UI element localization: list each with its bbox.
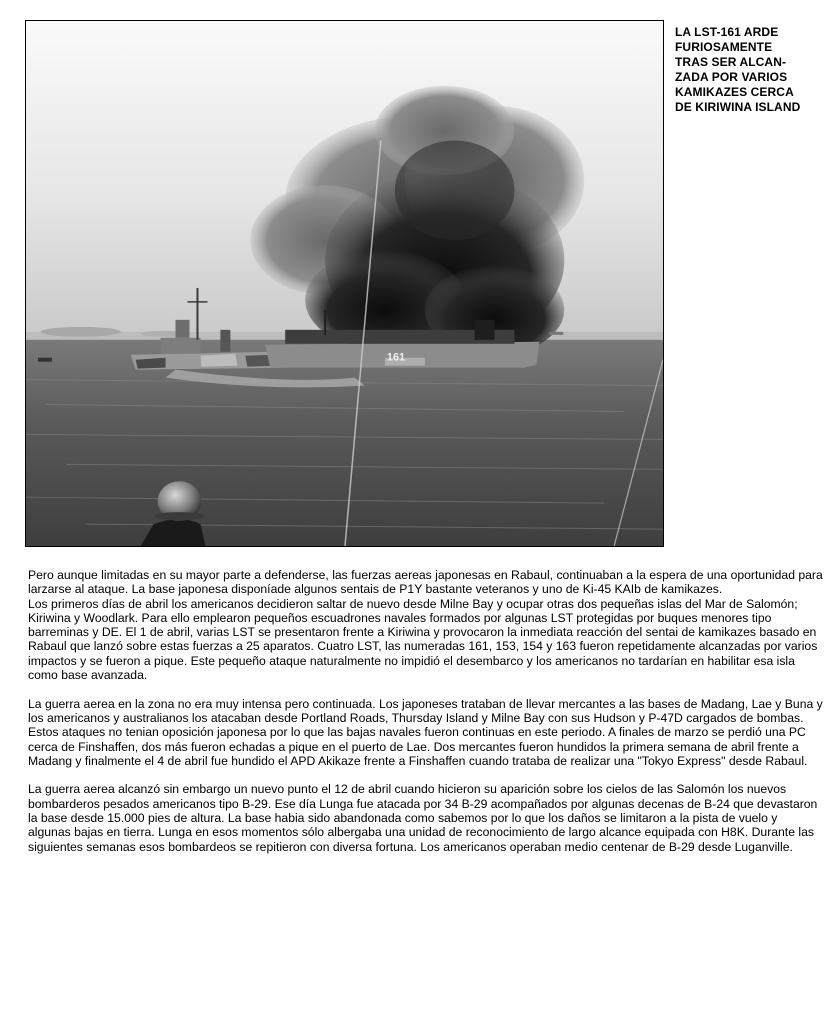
caption-line: ZADA POR VARIOS bbox=[675, 70, 788, 84]
caption-line: KAMIKAZES CERCA bbox=[675, 85, 794, 99]
paragraph: Los primeros días de abril los americanos decidieron saltar de nuevo desde Milne Bay y ocupar otras dos pequeñas islas del Mar de Salomón; Kiriwina y Woodlark. Para ello emplearon pequeños escuadrones navales formados por algunas LST protegidas por buques menores tipo barreminas y DE. El 1 de abril, varias LST se presentaron frente a Kiriwina y provocaron la inmediata reacción del sentai de kamikazes basado en Rabaul que lanzó sobre estas fuerzas a 25 aparatos. Cuatro LST, las numeradas 161, 153, 154 y 163 fueron repetidamente alcanzadas por varios impactos y se fueron a pique. Este pequeño ataque naturalmente no impidió el desembarco y los americanos no tardarían en habilitar esa isla como base avanzada. bbox=[28, 596, 818, 683]
photo-caption bbox=[675, 25, 825, 115]
caption-line: LA LST-161 ARDE bbox=[675, 25, 779, 39]
article-body bbox=[28, 568, 823, 854]
paragraph: Pero aunque limitadas en su mayor parte a defenderse, las fuerzas aereas japonesas en Rabaul, continuaban a la espera de una oportunidad para larzarse al ataque. La base japonesa disponíade algunos sentais de P1Y bastante veteranos y uno de Ki-45 KAIb de kamikazes. bbox=[28, 568, 823, 597]
caption-line: TRAS SER ALCAN- bbox=[675, 55, 787, 69]
caption-line: FURIOSAMENTE bbox=[675, 40, 773, 54]
caption-line: DE KIRIWINA ISLAND bbox=[675, 100, 801, 114]
lst-161-burning-photo bbox=[25, 20, 664, 547]
paragraph: La guerra aerea alcanzó sin embargo un nuevo punto el 12 de abril cuando hicieron su aparición sobre los cielos de las Salomón los nuevos bombarderos pesados americanos tipo B-29. Ese día Lunga fue atacada por 34 B-29 acompañados por algunas decenas de B-24 que devastaron la base desde 15.000 pies de altura. La base habia sido abandonada como sabemos por lo que los daños se limitaron a la pista de vuelo y algunas bajas en tierra. Lunga en esos momentos sólo albergaba una unidad de reconocimiento de largo alcance equipada con H8K. Durante las siguientes semanas esos bombardeos se repitieron con diversa fortuna. Los americanos operaban medio centenar de B-29 desde Luganville. bbox=[28, 782, 818, 854]
hull-number: 161 bbox=[386, 351, 406, 364]
paragraph: La guerra aerea en la zona no era muy intensa pero continuada. Los japoneses trataban de llevar mercantes a las bases de Madang, Lae y Buna y los americanos y australianos los atacaban desde Portland Roads, Thursday Island y Milne Bay con sus Hudson y P-47D cargados de bombas. Estos ataques no tenian oposición japonesa por lo que las bajas navales fueron continuas en este periodo. A finales de marzo se perdió una PC cerca de Finshaffen, dos más fueron echadas a pique en el puerto de Lae. Dos mercantes fueron hundidos la primera semana de abril frente a Madang y finalmente el 4 de abril fue hundido el APD Akikaze frente a Finshaffen cuando trataba de realizar una "Tokyo Express" desde Rabaul. bbox=[28, 696, 823, 768]
